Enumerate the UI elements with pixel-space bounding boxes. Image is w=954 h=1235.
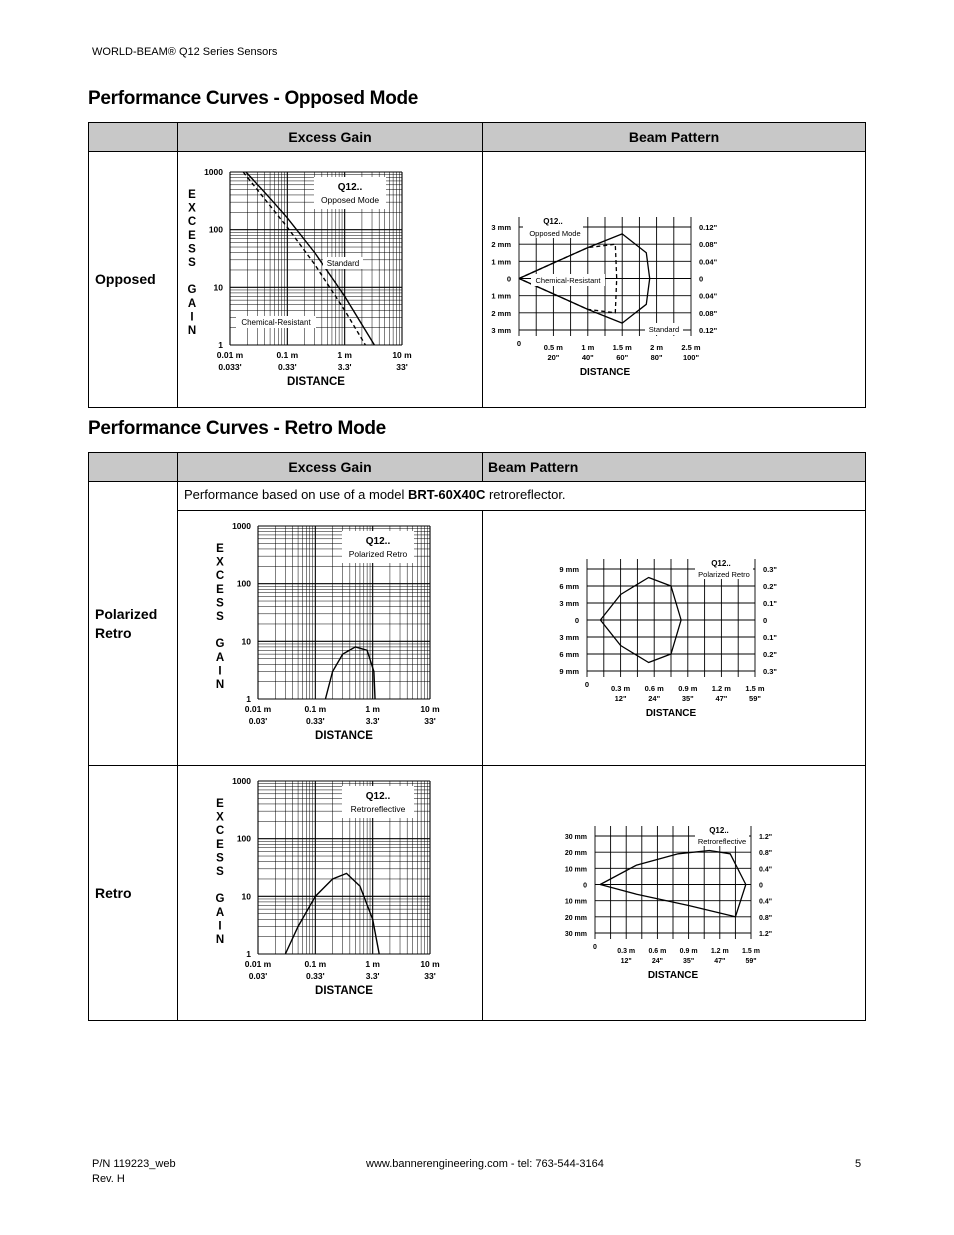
- y-tick-label: 20 mm: [564, 914, 587, 922]
- page-number: 5: [855, 1158, 862, 1170]
- x-axis-label: DISTANCE: [315, 730, 373, 742]
- x-tick-label: 10 m: [420, 704, 440, 714]
- x-tick-label: 1.5 m: [745, 684, 765, 693]
- y-tick-label: 1 mm: [491, 291, 511, 301]
- y-axis-letter: X: [188, 202, 196, 215]
- x-tick-label: 40": [581, 353, 594, 362]
- chart-subtitle: Polarized Retro: [698, 570, 750, 579]
- chart-subtitle: Retroreflective: [350, 804, 406, 814]
- y-tick-label: 2 mm: [491, 240, 511, 250]
- x-axis-label: DISTANCE: [647, 970, 699, 981]
- y-axis-letter: E: [188, 189, 196, 201]
- x-tick-label: 0.1 m: [276, 350, 299, 360]
- x-tick-label: 47": [714, 958, 726, 965]
- y-tick-label: 0.2": [763, 582, 777, 591]
- y-tick-label: 30 mm: [564, 834, 587, 841]
- x-tick-label: 0: [593, 944, 597, 951]
- x-tick-label: 0.6 m: [644, 684, 664, 693]
- x-tick-label: 0.01 m: [244, 704, 272, 714]
- y-tick-label: 1.2": [759, 931, 773, 938]
- y-axis-letter: S: [188, 257, 196, 269]
- y-tick-label: 1000: [232, 776, 251, 786]
- x-tick-label: 0.5 m: [543, 343, 563, 352]
- y-tick-label: 0: [574, 616, 579, 625]
- x-tick-label: 59": [745, 958, 757, 965]
- x-tick-label: 0.1 m: [304, 704, 327, 714]
- retro-gain-chart: [178, 766, 482, 1015]
- y-tick-label: 3 mm: [559, 599, 579, 608]
- x-tick-label: 0.33': [306, 716, 325, 726]
- y-axis-letter: A: [215, 651, 225, 664]
- y-tick-label: 100: [208, 224, 223, 235]
- row-label-line: Retro: [95, 624, 132, 641]
- col-beam-pattern: Beam Pattern: [483, 453, 866, 482]
- x-tick-label: 12": [614, 694, 627, 703]
- x-tick-label: 24": [648, 694, 661, 703]
- x-tick-label: 59": [749, 694, 761, 703]
- y-tick-label: 0.08": [699, 240, 718, 250]
- x-axis-label: DISTANCE: [579, 367, 631, 378]
- x-axis-label: DISTANCE: [645, 708, 697, 719]
- y-tick-label: 1.2": [759, 834, 773, 841]
- chart-title: Q12..: [365, 536, 391, 547]
- x-tick-label: 0.033': [218, 362, 242, 372]
- x-tick-label: 0.33': [306, 971, 325, 981]
- y-tick-label: 1: [246, 949, 251, 959]
- y-axis-letter: A: [215, 906, 225, 919]
- x-tick-label: 1.2 m: [711, 684, 731, 693]
- x-tick-label: 20": [547, 353, 560, 362]
- col-excess-gain: Excess Gain: [178, 453, 483, 482]
- x-tick-label: 35": [681, 694, 694, 703]
- x-tick-label: 0.9 m: [679, 948, 698, 955]
- x-tick-label: 0.9 m: [678, 684, 698, 693]
- col-excess-gain: Excess Gain: [178, 123, 483, 152]
- y-tick-label: 10 mm: [564, 898, 587, 906]
- chart-subtitle: Opposed Mode: [320, 195, 380, 205]
- website-phone: www.bannerengineering.com - tel: 763-544-3164: [366, 1158, 604, 1170]
- chart-title: Q12..: [365, 791, 391, 802]
- blank-header-cell: [89, 453, 178, 482]
- x-axis-label: DISTANCE: [315, 985, 373, 997]
- opposed-beam-cell: [483, 152, 866, 408]
- y-tick-label: 0.3": [763, 667, 777, 676]
- chart-subtitle: Retroreflective: [697, 837, 747, 846]
- revision: Rev. H: [92, 1173, 125, 1185]
- x-tick-label: 2 m: [650, 343, 664, 352]
- y-tick-label: 1 mm: [491, 257, 511, 267]
- y-tick-label: 0.04": [699, 257, 718, 267]
- y-axis-letter: S: [216, 866, 224, 878]
- y-axis-letter: S: [216, 852, 224, 865]
- y-axis-letter: G: [215, 893, 225, 906]
- y-axis-letter: E: [216, 543, 224, 555]
- y-tick-label: 0: [763, 616, 768, 625]
- part-number: P/N 119223_web: [92, 1158, 176, 1170]
- col-beam-pattern: Beam Pattern: [483, 123, 866, 152]
- x-tick-label: 3.3': [337, 362, 352, 372]
- x-tick-label: 1 m: [581, 343, 595, 352]
- y-axis-letter: S: [216, 597, 224, 610]
- y-axis-letter: S: [188, 243, 196, 256]
- y-axis-letter: E: [188, 229, 196, 242]
- x-tick-label: 24": [651, 958, 663, 965]
- y-tick-label: 10: [213, 282, 223, 293]
- chart-title: Q12..: [709, 826, 729, 835]
- y-tick-label: 0.12": [699, 326, 718, 335]
- y-tick-label: 6 mm: [559, 582, 579, 591]
- note-text: retroreflector.: [485, 487, 566, 502]
- y-tick-label: 0.04": [699, 291, 718, 301]
- series-line: [325, 647, 375, 699]
- x-tick-label: 2.5 m: [681, 343, 701, 352]
- y-axis-letter: G: [215, 638, 225, 651]
- y-tick-label: 0.1": [763, 633, 777, 642]
- y-tick-label: 0: [506, 274, 511, 284]
- blank-header-cell: [89, 123, 178, 152]
- y-tick-label: 0.08": [699, 308, 718, 318]
- y-tick-label: 10: [241, 636, 251, 647]
- y-tick-label: 0.4": [759, 898, 773, 906]
- y-tick-label: 0.4": [759, 866, 773, 874]
- polarized-beam-chart: [483, 511, 865, 760]
- x-tick-label: 1.5 m: [612, 343, 632, 352]
- retro-table: [88, 452, 866, 1021]
- y-tick-label: 0.8": [759, 914, 773, 922]
- x-tick-label: 33': [396, 362, 408, 372]
- row-label-polarized-retro: [89, 482, 178, 766]
- y-tick-label: 10 mm: [564, 866, 587, 874]
- x-tick-label: 33': [424, 716, 436, 726]
- series-label: Standard: [648, 325, 680, 334]
- y-tick-label: 10: [241, 891, 251, 902]
- x-tick-label: 100": [682, 353, 700, 362]
- row-label-line: Polarized: [95, 605, 158, 622]
- x-tick-label: 3.3': [365, 716, 380, 726]
- y-axis-letter: C: [215, 570, 225, 583]
- opposed-gain-cell: [178, 152, 483, 408]
- chart-subtitle: Polarized Retro: [348, 549, 408, 559]
- y-tick-label: 0.1": [763, 599, 777, 608]
- x-tick-label: 80": [650, 353, 663, 362]
- retro-beam-cell: [483, 766, 866, 1021]
- x-tick-label: 1.5 m: [742, 948, 760, 955]
- y-tick-label: 3 mm: [559, 633, 579, 642]
- y-axis-letter: X: [216, 556, 224, 569]
- polarized-gain-chart: [178, 511, 482, 760]
- chart-subtitle: Opposed Mode: [529, 229, 581, 238]
- series-label: Chemical-Resistant: [535, 276, 601, 285]
- x-tick-label: 0.03': [248, 971, 268, 981]
- x-tick-label: 1 m: [365, 704, 380, 714]
- opposed-gain-chart: [178, 152, 482, 402]
- y-tick-label: 1: [218, 340, 223, 350]
- y-axis-letter: C: [215, 825, 225, 838]
- opposed-table: [88, 122, 866, 408]
- retroreflector-note: [178, 482, 866, 511]
- y-tick-label: 0.12": [699, 223, 718, 232]
- y-tick-label: 30 mm: [564, 931, 587, 938]
- x-tick-label: 1.2 m: [710, 948, 729, 955]
- x-tick-label: 12": [620, 958, 632, 965]
- y-tick-label: 2 mm: [491, 308, 511, 318]
- y-tick-label: 0.8": [759, 850, 773, 858]
- x-tick-label: 0: [516, 339, 522, 348]
- series-label: Chemical-Resistant: [241, 318, 311, 327]
- y-axis-letter: N: [187, 325, 197, 337]
- y-axis-letter: C: [187, 216, 197, 229]
- retro-heading: Performance Curves - Retro Mode: [88, 418, 386, 439]
- chart-title: Q12..: [543, 217, 563, 226]
- y-axis-letter: E: [216, 838, 224, 851]
- note-model: BRT-60X40C: [408, 487, 486, 502]
- x-tick-label: 0.1 m: [304, 959, 327, 969]
- chart-title: Q12..: [711, 559, 731, 568]
- y-tick-label: 0: [583, 882, 587, 890]
- x-tick-label: 0.6 m: [648, 948, 667, 955]
- y-tick-label: 9 mm: [559, 667, 579, 676]
- x-tick-label: 0.33': [278, 362, 297, 372]
- x-tick-label: 10 m: [392, 350, 412, 360]
- y-tick-label: 1000: [204, 167, 223, 177]
- opposed-beam-chart: [483, 152, 865, 402]
- x-tick-label: 3.3': [365, 971, 380, 981]
- y-axis-letter: G: [187, 284, 197, 297]
- y-tick-label: 0: [759, 882, 763, 890]
- polarized-beam-cell: [483, 511, 866, 766]
- y-tick-label: 20 mm: [564, 850, 587, 858]
- x-tick-label: 10 m: [420, 959, 440, 969]
- polarized-gain-cell: [178, 511, 483, 766]
- y-tick-label: 100: [236, 833, 251, 844]
- chart-title: Q12..: [337, 182, 363, 193]
- y-axis-letter: I: [218, 665, 222, 678]
- y-tick-label: 1: [246, 694, 251, 704]
- x-tick-label: 0: [584, 680, 590, 689]
- y-axis-letter: E: [216, 798, 224, 810]
- row-label-opposed: Opposed: [89, 152, 178, 408]
- x-tick-label: 33': [424, 971, 436, 981]
- y-axis-letter: E: [216, 583, 224, 596]
- y-tick-label: 100: [236, 578, 251, 589]
- note-text: Performance based on use of a model: [184, 487, 409, 502]
- x-tick-label: 0.01 m: [216, 350, 244, 360]
- y-axis-letter: X: [216, 811, 224, 824]
- y-axis-letter: A: [187, 297, 197, 310]
- opposed-heading: Performance Curves - Opposed Mode: [88, 88, 419, 109]
- x-tick-label: 0.01 m: [244, 959, 272, 969]
- y-axis-letter: S: [216, 611, 224, 623]
- x-tick-label: 1 m: [365, 959, 380, 969]
- y-tick-label: 6 mm: [559, 650, 579, 659]
- x-tick-label: 60": [616, 353, 629, 362]
- y-tick-label: 0.3": [763, 565, 777, 574]
- row-label-retro: Retro: [89, 766, 178, 1021]
- y-axis-letter: N: [215, 934, 225, 946]
- x-tick-label: 47": [715, 694, 728, 703]
- retro-gain-cell: [178, 766, 483, 1021]
- x-tick-label: 0.3 m: [611, 684, 631, 693]
- y-tick-label: 3 mm: [491, 326, 511, 335]
- x-axis-label: DISTANCE: [287, 376, 345, 388]
- y-axis-letter: I: [218, 920, 222, 933]
- y-axis-letter: I: [190, 311, 194, 324]
- y-tick-label: 3 mm: [491, 223, 511, 232]
- x-tick-label: 0.03': [248, 716, 268, 726]
- y-tick-label: 9 mm: [559, 565, 579, 574]
- x-tick-label: 1 m: [337, 350, 352, 360]
- document-header: WORLD-BEAM® Q12 Series Sensors: [92, 46, 278, 58]
- y-tick-label: 0: [699, 274, 704, 284]
- x-tick-label: 35": [683, 958, 695, 965]
- y-tick-label: 0.2": [763, 650, 777, 659]
- y-axis-letter: N: [215, 679, 225, 691]
- x-tick-label: 0.3 m: [617, 948, 636, 955]
- series-label: Standard: [326, 259, 360, 268]
- y-tick-label: 1000: [232, 521, 251, 531]
- retro-beam-chart: [483, 766, 865, 1015]
